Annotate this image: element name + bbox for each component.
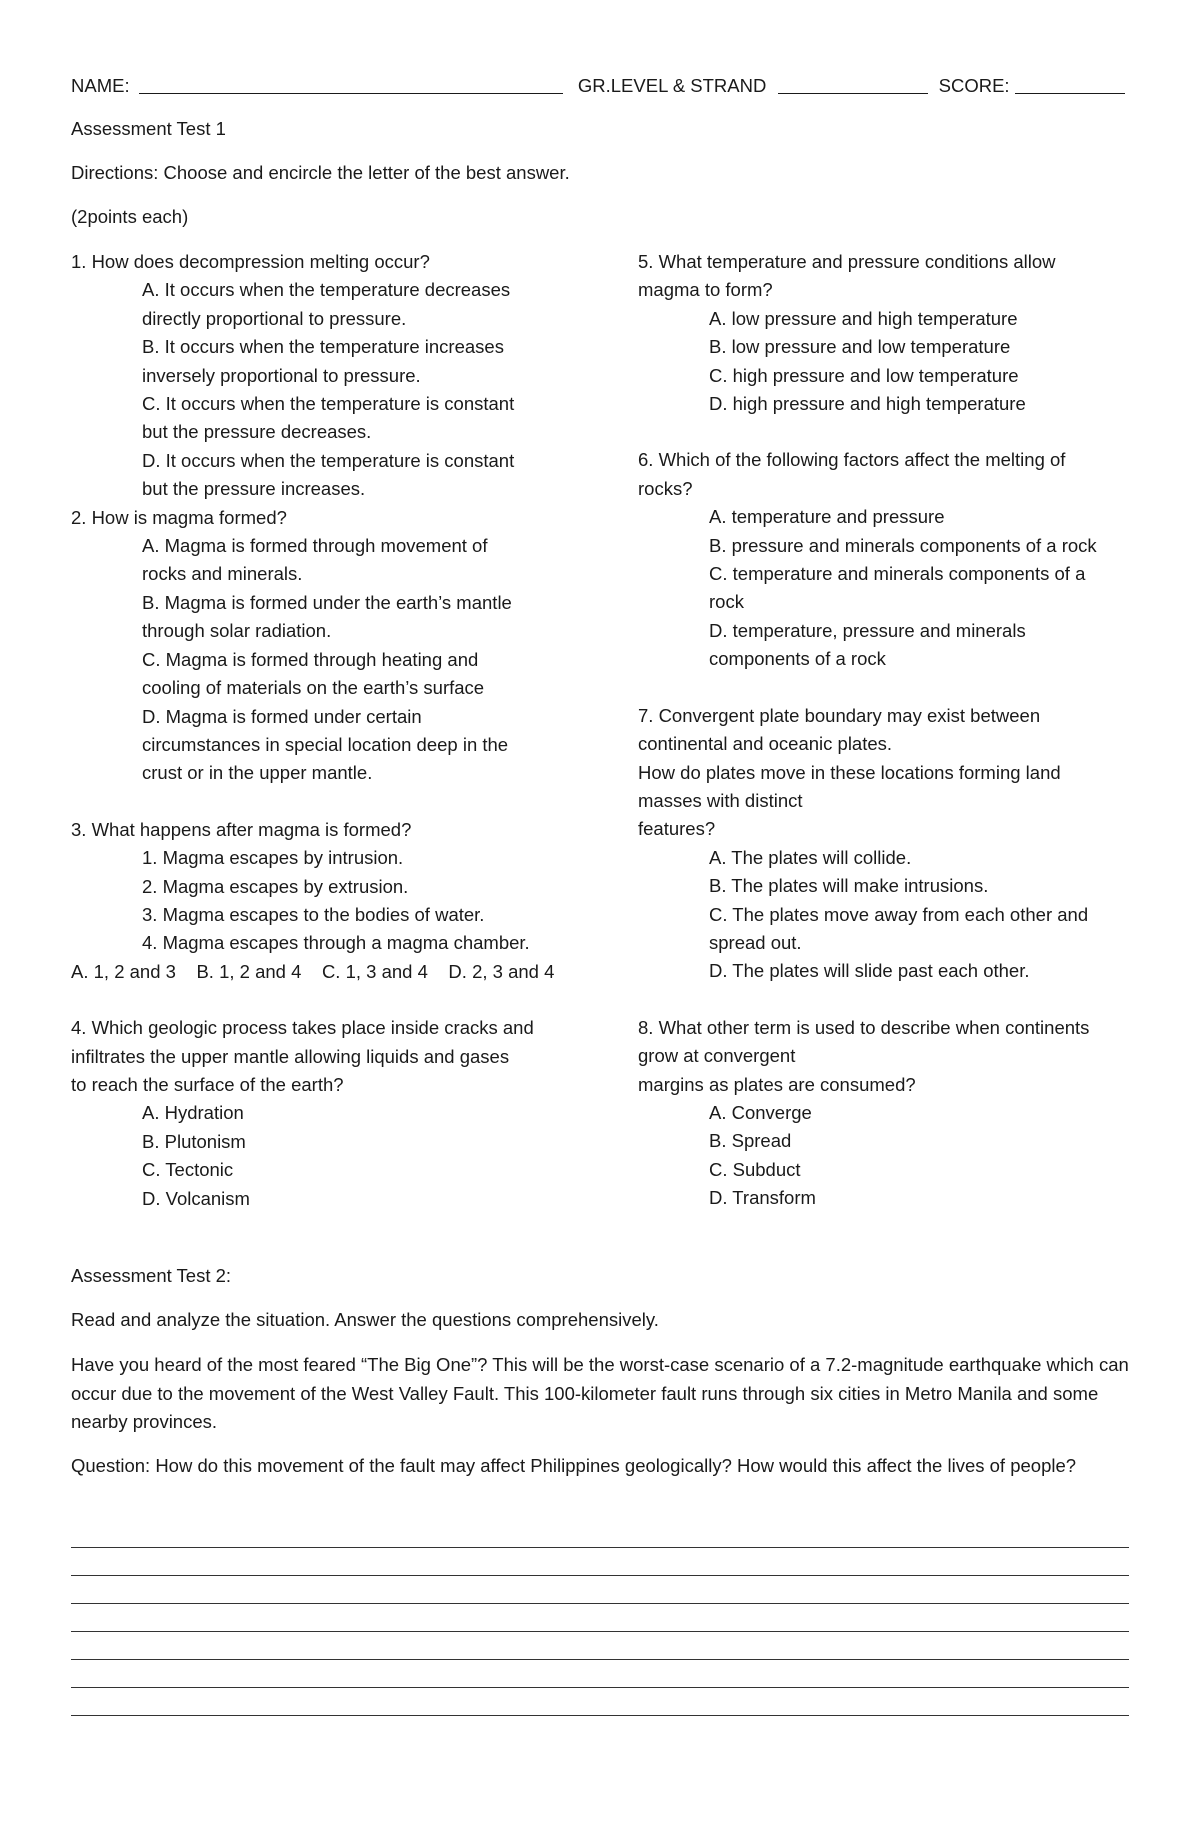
question-8 xyxy=(638,1014,1158,1213)
question-stem: 6. Which of the following factors affect the melting of xyxy=(638,449,1066,471)
question-stem: rocks? xyxy=(638,477,693,499)
option-line[interactable]: spread out. xyxy=(709,931,802,953)
option-line[interactable]: components of a rock xyxy=(709,648,886,670)
option-line[interactable]: A. It occurs when the temperature decreases xyxy=(142,279,511,301)
option-line[interactable]: B. low pressure and low temperature xyxy=(709,336,1011,358)
answer-line[interactable] xyxy=(71,1547,1129,1548)
option-line[interactable]: C. high pressure and low temperature xyxy=(709,364,1019,386)
choices-line[interactable]: A. 1, 2 and 3 B. 1, 2 and 4 C. 1, 3 and 4 D. 2, 3 and 4 xyxy=(71,960,555,982)
option-line[interactable]: C. Tectonic xyxy=(142,1159,234,1181)
option-line[interactable]: D. temperature, pressure and minerals xyxy=(709,619,1026,641)
question-stem: continental and oceanic plates. xyxy=(638,733,893,755)
statement-line: 3. Magma escapes to the bodies of water. xyxy=(142,903,485,925)
answer-line[interactable] xyxy=(71,1603,1129,1604)
option-line[interactable]: A. Hydration xyxy=(142,1102,244,1124)
statement-line: 2. Magma escapes by extrusion. xyxy=(142,875,409,897)
header-row xyxy=(71,72,1125,100)
option-line[interactable]: A. temperature and pressure xyxy=(709,506,945,528)
name-label: NAME: xyxy=(71,75,130,96)
option-line[interactable]: D. Transform xyxy=(709,1187,816,1209)
question-2 xyxy=(71,504,591,788)
option-line[interactable]: C. Subduct xyxy=(709,1158,801,1180)
test1-directions: Directions: Choose and encircle the letter of the best answer. xyxy=(71,162,570,183)
question-6 xyxy=(638,446,1158,673)
option-line[interactable]: B. pressure and minerals components of a rock xyxy=(709,534,1097,556)
option-line[interactable]: circumstances in special location deep in the xyxy=(142,733,509,755)
option-line[interactable]: inversely proportional to pressure. xyxy=(142,364,421,386)
statement-line: 4. Magma escapes through a magma chamber. xyxy=(142,932,530,954)
grade-blank[interactable] xyxy=(778,73,928,94)
option-line[interactable]: C. It occurs when the temperature is constant xyxy=(142,393,515,415)
question-stem: infiltrates the upper mantle allowing liquids and gases xyxy=(71,1045,510,1067)
test2-title: Assessment Test 2: xyxy=(71,1265,232,1286)
question-stem: 3. What happens after magma is formed? xyxy=(71,818,412,840)
question-7 xyxy=(638,702,1158,986)
name-blank[interactable] xyxy=(139,73,563,94)
option-line[interactable]: directly proportional to pressure. xyxy=(142,307,407,329)
statement-line: 1. Magma escapes by intrusion. xyxy=(142,847,404,869)
question-stem: How do plates move in these locations forming land xyxy=(638,761,1061,783)
option-line[interactable]: A. low pressure and high temperature xyxy=(709,307,1018,329)
answer-line[interactable] xyxy=(71,1659,1129,1660)
answer-line[interactable] xyxy=(71,1631,1129,1632)
option-line[interactable]: C. The plates move away from each other and xyxy=(709,903,1089,925)
option-line[interactable]: A. Magma is formed through movement of xyxy=(142,535,488,557)
score-label: SCORE: xyxy=(938,75,1010,96)
option-line[interactable]: through solar radiation. xyxy=(142,620,332,642)
question-stem: to reach the surface of the earth? xyxy=(71,1073,344,1095)
option-line[interactable]: B. Magma is formed under the earth’s mantle xyxy=(142,591,512,613)
option-line[interactable]: D. Magma is formed under certain xyxy=(142,705,422,727)
option-line[interactable]: D. Volcanism xyxy=(142,1187,250,1209)
test1-points: (2points each) xyxy=(71,206,189,227)
test2-scenario: Have you heard of the most feared “The Big One”? This will be the worst-case scenario of a 7.2-magnitude earthquake which can occur due to the movement of the West Valley Fault. This 100-kilometer fault runs through six cities in Metro Manila and some nearby provinces. xyxy=(71,1354,1129,1432)
option-line[interactable]: B. Plutonism xyxy=(142,1130,246,1152)
answer-line[interactable] xyxy=(71,1715,1129,1716)
right-column xyxy=(638,248,1158,1213)
score-blank[interactable] xyxy=(1015,73,1125,94)
question-5 xyxy=(638,248,1158,418)
question-stem: features? xyxy=(638,818,716,840)
option-line[interactable]: B. The plates will make intrusions. xyxy=(709,875,989,897)
option-line[interactable]: C. temperature and minerals components of a xyxy=(709,563,1086,585)
grade-label: GR.LEVEL & STRAND xyxy=(577,75,767,96)
option-line[interactable]: crust or in the upper mantle. xyxy=(142,762,373,784)
left-column xyxy=(71,248,591,1213)
option-line[interactable]: D. The plates will slide past each other. xyxy=(709,960,1030,982)
test1-title: Assessment Test 1 xyxy=(71,118,226,139)
question-stem: 1. How does decompression melting occur? xyxy=(71,251,430,272)
question-stem: 4. Which geologic process takes place inside cracks and xyxy=(71,1017,534,1039)
option-line[interactable]: but the pressure increases. xyxy=(142,478,366,500)
question-stem: magma to form? xyxy=(638,279,773,301)
question-stem: 8. What other term is used to describe when continents xyxy=(638,1016,1090,1038)
question-stem: margins as plates are consumed? xyxy=(638,1073,916,1095)
option-line[interactable]: A. Converge xyxy=(709,1101,812,1123)
question-3 xyxy=(71,816,591,986)
question-stem: 5. What temperature and pressure conditions allow xyxy=(638,251,1056,272)
answer-line[interactable] xyxy=(71,1687,1129,1688)
option-line[interactable]: D. It occurs when the temperature is constant xyxy=(142,449,515,471)
question-1 xyxy=(71,248,591,504)
option-line[interactable]: but the pressure decreases. xyxy=(142,421,372,443)
test2-instruction: Read and analyze the situation. Answer the questions comprehensively. xyxy=(71,1309,659,1330)
test2-question: Question: How do this movement of the fault may affect Philippines geologically? How would this affect the lives of people? xyxy=(71,1455,1077,1476)
question-stem: 7. Convergent plate boundary may exist between xyxy=(638,704,1041,726)
option-line[interactable]: cooling of materials on the earth’s surface xyxy=(142,677,485,699)
question-4 xyxy=(71,1014,591,1213)
option-line[interactable]: B. It occurs when the temperature increases xyxy=(142,336,504,358)
option-line[interactable]: rocks and minerals. xyxy=(142,563,303,585)
option-line[interactable]: D. high pressure and high temperature xyxy=(709,393,1026,415)
option-line[interactable]: A. The plates will collide. xyxy=(709,846,912,868)
question-stem: masses with distinct xyxy=(638,789,803,811)
question-stem: 2. How is magma formed? xyxy=(71,506,287,528)
option-line[interactable]: C. Magma is formed through heating and xyxy=(142,648,479,670)
question-stem: grow at convergent xyxy=(638,1045,796,1067)
option-line[interactable]: rock xyxy=(709,591,744,613)
option-line[interactable]: B. Spread xyxy=(709,1130,792,1152)
answer-line[interactable] xyxy=(71,1575,1129,1576)
